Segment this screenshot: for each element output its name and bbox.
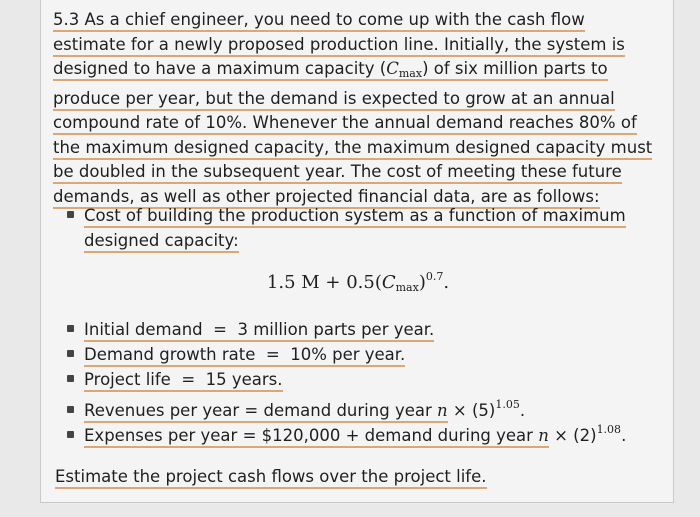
problem-line-3b: of six million parts to <box>433 59 608 78</box>
problem-line-7: be doubled in the subsequent year. The cost of meeting these future <box>53 162 622 184</box>
expenses-mult: × (2) <box>554 426 597 445</box>
revenues-exp: 1.05 <box>495 398 520 411</box>
problem-line-2: estimate for a newly proposed production line. Initially, the system is <box>53 35 625 57</box>
revenues-var: n <box>437 401 448 420</box>
problem-line-5: compound rate of 10%. Whenever the annual demand reaches 80% of <box>53 113 637 135</box>
bullet-growth-rate-text: Demand growth rate = 10% per year. <box>84 345 405 367</box>
expenses-text: Expenses per year = $120,000 + demand during year <box>84 426 533 445</box>
problem-line-3: designed to have a maximum capacity $(C_{max})$ of six million parts to <box>53 59 608 80</box>
bullet-initial-demand-text: Initial demand = 3 million parts per year. <box>84 320 434 342</box>
bullet-initial-demand <box>67 318 434 343</box>
expenses-var: n <box>538 426 549 445</box>
bullet-dot <box>67 350 74 357</box>
problem-line-8: demands, as well as other projected financial data, are as follows: <box>53 187 600 209</box>
expenses-exp: 1.08 <box>596 423 622 436</box>
revenues-mult: × (5) <box>452 401 496 420</box>
formula-sub: max <box>395 281 419 294</box>
bullet-expenses-text <box>84 426 549 448</box>
problem-line-3a: designed to have a maximum capacity <box>53 59 375 78</box>
expenses-end: . <box>621 426 627 445</box>
revenues-end: . <box>519 401 526 420</box>
bullet-expenses <box>67 418 626 449</box>
cost-formula <box>41 270 675 294</box>
revenues-text: Revenues per year = demand during year <box>84 401 432 420</box>
problem-statement <box>53 8 653 209</box>
formula-var: C <box>381 272 396 293</box>
bullet-dot <box>67 325 74 332</box>
problem-line-4: produce per year, but the demand is expected to grow at an annual <box>53 89 615 111</box>
problem-line-1-text: As a chief engineer, you need to come up with the cash flow <box>84 10 585 29</box>
task-instruction-text: Estimate the project cash flows over the project life. <box>55 467 487 489</box>
cmax-sub: max <box>398 67 423 80</box>
formula-close: ) <box>418 272 426 293</box>
problem-card <box>40 0 674 503</box>
bullet-growth-rate <box>67 343 405 368</box>
problem-line-6: the maximum designed capacity, the maximum designed capacity must <box>53 138 652 160</box>
formula-exp: 0.7 <box>425 270 444 283</box>
bullet-dot <box>67 375 74 382</box>
formula-lead: 1.5 M + 0.5( <box>266 272 382 293</box>
bullet-project-life-text: Project life = 15 years. <box>84 370 283 392</box>
bullet-cost-line-2: designed capacity: <box>84 231 239 253</box>
problem-number: 5.3 <box>53 10 80 29</box>
bullet-dot <box>67 211 74 218</box>
bullet-cost-cont <box>84 229 239 254</box>
problem-line-1 <box>53 10 585 32</box>
bullet-cost <box>67 204 626 229</box>
bullet-project-life <box>67 368 283 393</box>
bullet-dot <box>67 431 74 438</box>
task-instruction <box>55 465 487 490</box>
bullet-cost-line-1: Cost of building the production system as a function of maximum <box>84 206 626 228</box>
bullet-dot <box>67 406 74 413</box>
cmax-symbol: C <box>386 59 399 78</box>
formula-end: . <box>443 272 450 293</box>
